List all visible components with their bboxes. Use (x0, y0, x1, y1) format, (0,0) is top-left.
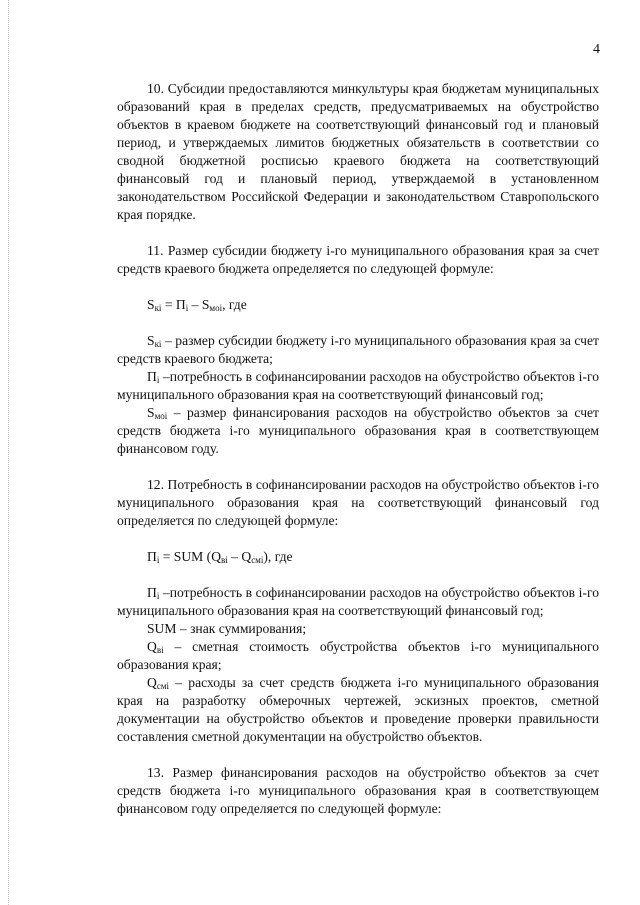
page-number: 4 (593, 42, 600, 57)
definition-p-i: $П_i$ –потребность в софинансировании расходов на обустройство объектов i-го муниципального образования края на соответствующий финансовый год; (117, 369, 599, 402)
paragraph-13-intro: 13. Размер финансирования расходов на обустройство объектов за счет средств бюджета i-го муниципального образования края в соответствующем финансовом году определяется по следующей формуле: (117, 765, 599, 816)
definition-sum: SUM – знак суммирования; (147, 621, 307, 636)
definition-s-ki: $S_{кi}$ – размер субсидии бюджету i-го муниципального образования края за счет средств краевого бюджета; (117, 333, 599, 366)
definition-s-moi: $S_{моi}$ – размер финансирования расходов на обустройство объектов за счет средств бюджета i-го муниципального образования края в соответствующем финансовом году. (117, 405, 599, 456)
document-body (117, 80, 599, 818)
paragraph-12-intro: 12. Потребность в софинансировании расходов на обустройство объектов i-го муниципального образования края на соответствующий финансовый год определяется по следующей формуле: (117, 477, 599, 528)
scan-edge-mark (8, 0, 9, 905)
paragraph-11-intro: 11. Размер субсидии бюджету i-го муниципального образования края за счет средств краевого бюджета определяется по следующей формуле: (117, 243, 599, 276)
definition-need-p-i: $П_i$ –потребность в софинансировании расходов на обустройство объектов i-го муниципального образования края на соответствующий финансовый год; (117, 585, 599, 618)
formula-subsidy: $S_{кi} = П_i - S_{моi}$, где (147, 297, 247, 313)
paragraph-10: 10. Субсидии предоставляются минкультуры края бюджетам муниципальных образований края в пределах средств, предусматриваемых на обустройство объектов в краевом бюджете на соответствующий финансовый год и плановый период, и утверждаемых лимитов бюджетных обязательств в соответствии со сводной бюджетной росписью краевого бюджета на соответствующий финансовый год и плановый период, утверждаемой в установленном законодательством Российской Федерации и законодательством Ставропольского края порядке. (117, 81, 599, 222)
definition-q-smi: $Q_{смi}$ – расходы за счет средств бюджета i-го муниципального образования края на разработку обмерочных чертежей, эскизных проектов, сметной документации на обустройство объектов и проведение проверки правильности составления сметной документации на обустройство объектов. (117, 675, 599, 744)
definition-q-vi: $Q_{вi}$ – сметная стоимость обустройства объектов i-го муниципального образования края; (117, 639, 599, 672)
formula-need: $П_i$ = SUM $(Q_{вi} - Q_{смi})$, где (147, 549, 293, 565)
